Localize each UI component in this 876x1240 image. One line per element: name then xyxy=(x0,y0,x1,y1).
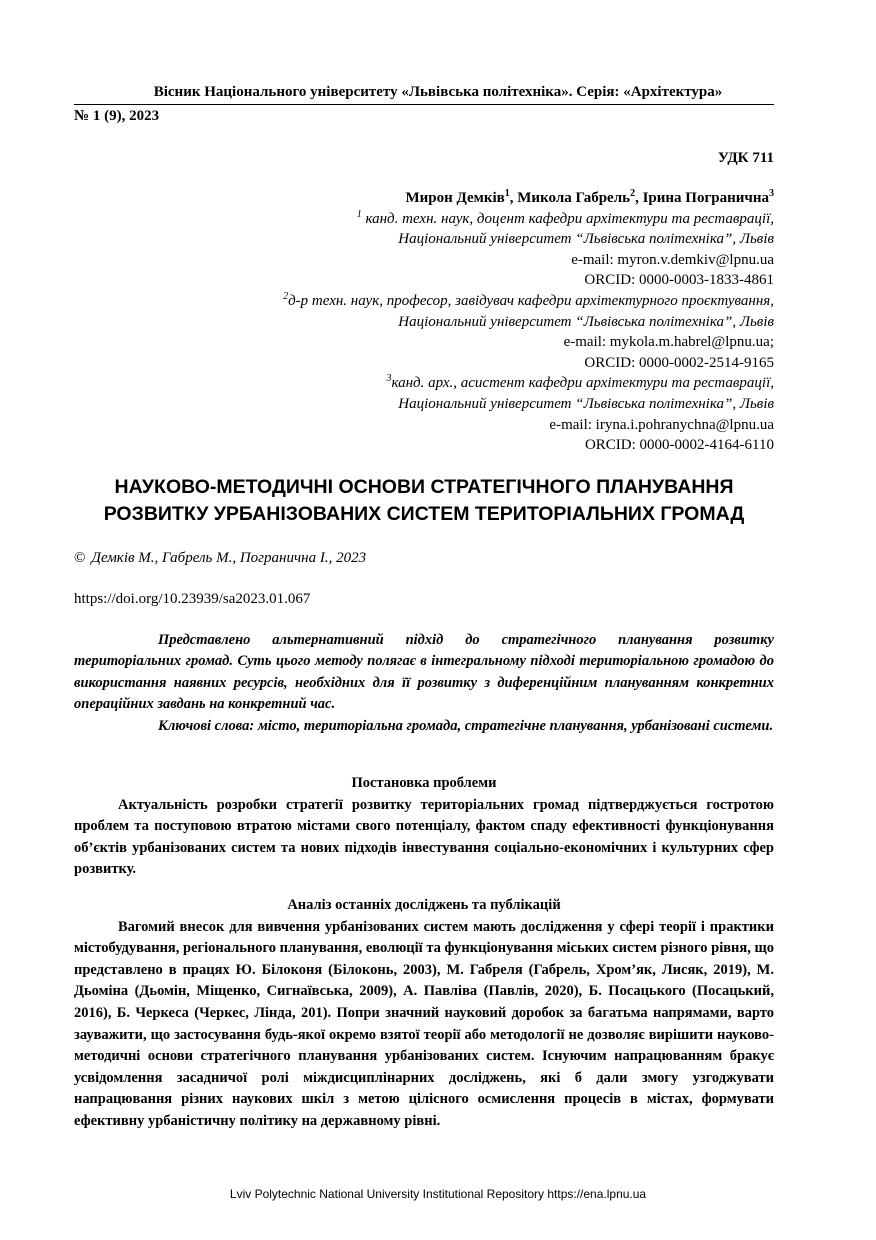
udk-code: УДК 711 xyxy=(717,150,774,166)
affiliation-position: $^1$ канд. техн. наук, доцент кафедри архітектури та реставрації, xyxy=(356,208,774,227)
author-block xyxy=(74,188,774,456)
author-sup: 2 xyxy=(630,188,636,199)
author-sup: 3 xyxy=(769,188,774,199)
section-heading: Аналіз останніх досліджень та публікацій xyxy=(287,897,561,913)
journal-title: Вісник Національного університету «Львівська політехніка». Серія: «Архітектура» xyxy=(153,84,723,100)
section-review xyxy=(74,895,774,1133)
author-names: Мирон Демків$^1$, Микола Габрель$^2$, Ірина Погранична$^3$ xyxy=(405,188,774,206)
author-name: Микола Габрель xyxy=(517,190,631,206)
author-orcid: ORCID: 0000-0002-2514-9165 xyxy=(584,354,774,371)
author-orcid: ORCID: 0000-0003-1833-4861 xyxy=(584,272,774,289)
affiliation-sup: 1 xyxy=(356,208,362,220)
author-name: Мирон Демків xyxy=(405,190,505,206)
section-paragraph: Вагомий внесок для вивчення урбанізованих систем мають дослідження у сфері теорії і практики містобудування, регіонального планування, еволюції та функціонування міських систем різного рівня, що представлено в працях Ю. Білоконя (Білоконь, 2003), М. Габреля (Габрель, Хром’як, Лисяк, 2019), М. Дьоміна (Дьомін, Міщенко, Сигнаївська, 2009), А. Павліва (Павлів, 2020), Б. Посацького (Посацький, 2016), Б. Черкеса (Черкес, Лінда, 201). Попри значний науковий доробок за багатьма напрямами, варто зауважити, що застосування будь-якої окремо взятої теорії або методології не дозволяє вирішити науково-методичні основи стратегічного планування урбанізованих систем. Існуючим напрацюванням бракує усвідомлення засадничої ролі міждисциплінарних досліджень, які б дали змогу узгоджувати напрацювання різних наукових шкіл з метою цілісного осмислення процесів в містах, формувати ефективну урбаністичну політику на державному рівні. xyxy=(74,918,775,1129)
title-line: РОЗВИТКУ УРБАНІЗОВАНИХ СИСТЕМ ТЕРИТОРІАЛЬНИХ ГРОМАД xyxy=(103,503,745,525)
affiliation-position: $^3$канд. арх., асистент кафедри архітектури та реставрації, xyxy=(386,373,774,392)
doi-link[interactable]: https://doi.org/10.23939/sa2023.01.067 xyxy=(74,591,311,607)
copyright-text: Демків М., Габрель М., Погранична І., 2023 xyxy=(91,550,367,566)
author-name: Ірина Погранична xyxy=(642,190,769,206)
author-email: e-mail: iryna.i.pohranychna@lpnu.ua xyxy=(549,416,774,433)
title-line: НАУКОВО-МЕТОДИЧНІ ОСНОВИ СТРАТЕГІЧНОГО ПЛАНУВАННЯ xyxy=(114,476,734,498)
abstract-text: Представлено альтернативний підхід до стратегічного планування розвитку територіальних громад. Суть цього методу полягає в інтегральному підході територіальною громадою до використання наявних ресурсів, необхідних для її розвитку з диференційним плануванням конкретних операційних завдань на конкретний час. xyxy=(74,632,774,713)
issue-number: № 1 (9), 2023 xyxy=(74,108,160,124)
copyright-line xyxy=(74,550,366,567)
section-problem xyxy=(74,773,774,881)
keywords: Ключові слова: місто, територіальна громада, стратегічне планування, урбанізовані системи. xyxy=(158,717,774,734)
section-heading: Постановка проблеми xyxy=(351,775,497,791)
author-email: e-mail: mykola.m.habrel@lpnu.ua; xyxy=(563,334,774,351)
header-divider xyxy=(74,104,774,105)
section-paragraph: Актуальність розробки стратегії розвитку територіальних громад підтверджується гостротою проблем та поступовою втратою містами свого потенціалу, фактом спаду ефективності функціонування об’єктів урбанізованих систем та нових підходів інвестування соціально-економічних і культурних сфер розвитку. xyxy=(74,796,774,878)
author-email: e-mail: myron.v.demkiv@lpnu.ua xyxy=(571,251,774,268)
affiliation-sup: 2 xyxy=(283,290,289,302)
author-orcid: ORCID: 0000-0002-4164-6110 xyxy=(584,437,774,454)
repository-footer: Lviv Polytechnic National University Institutional Repository https://ena.lpnu.ua xyxy=(229,1187,647,1201)
paper-title xyxy=(74,474,774,528)
affiliation-institution: Національний університет “Львівська політехніка”, Львів xyxy=(398,395,774,412)
affiliation-institution: Національний університет “Львівська політехніка”, Львів xyxy=(398,231,774,248)
copyright-symbol: © xyxy=(74,550,86,566)
author-sup: 1 xyxy=(504,188,510,199)
affiliation-position: $^2$д-р техн. наук, професор, завідувач кафедри архітектурного проєктування, xyxy=(283,290,774,309)
abstract xyxy=(74,630,774,737)
affiliation-institution: Національний університет “Львівська політехніка”, Львів xyxy=(398,313,774,330)
affiliation-sup: 3 xyxy=(386,373,392,385)
